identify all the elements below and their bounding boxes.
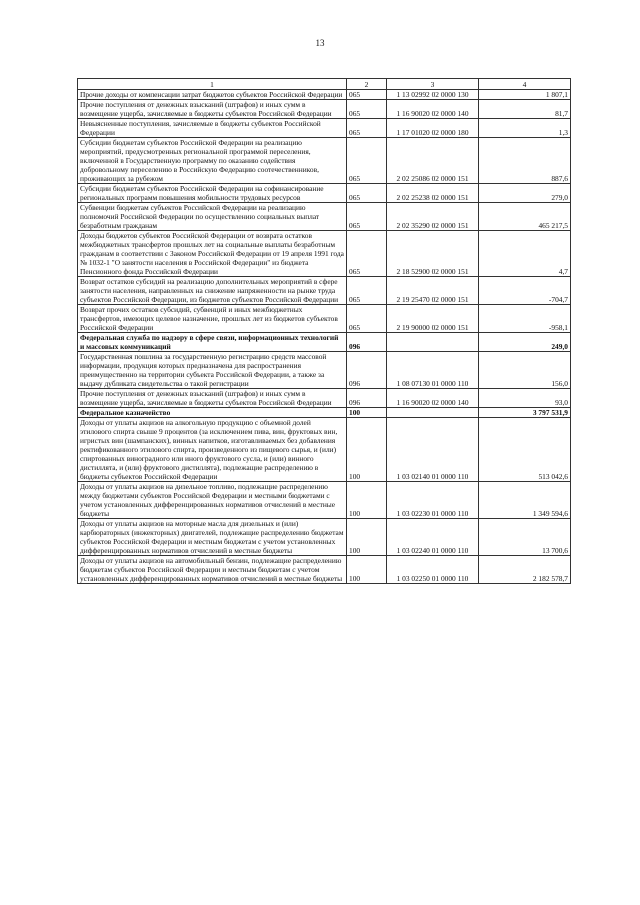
table-row bbox=[78, 556, 571, 584]
row-amount-cell: 13 700,6 bbox=[479, 519, 571, 556]
row-budget-code-cell: 2 19 90000 02 0000 151 bbox=[387, 305, 479, 333]
row-admin-code-cell: 100 bbox=[347, 556, 387, 584]
table-row bbox=[78, 138, 571, 184]
table-header-row bbox=[78, 79, 571, 90]
row-amount-cell: 279,0 bbox=[479, 184, 571, 203]
row-name-cell: Федеральное казначейство bbox=[78, 408, 347, 418]
row-amount-cell: 1 349 594,6 bbox=[479, 482, 571, 519]
row-budget-code-cell: 1 16 90020 02 0000 140 bbox=[387, 389, 479, 408]
row-name-cell: Прочие доходы от компенсации затрат бюджетов субъектов Российской Федерации bbox=[78, 90, 347, 100]
table-row bbox=[78, 184, 571, 203]
row-name-cell: Доходы от уплаты акцизов на моторные масла для дизельных и (или) карбюраторных (инжекторных) двигателей, подлежащие распределению бюджетам субъектов Российской Федерации и местным бюджетам с учетом установленных дифференцированных нормативов отчислений в местные бюджеты bbox=[78, 519, 347, 556]
row-amount-cell: 81,7 bbox=[479, 100, 571, 119]
row-admin-code-cell: 065 bbox=[347, 203, 387, 231]
table-row bbox=[78, 418, 571, 482]
row-name-cell: Невыясненные поступления, зачисляемые в бюджеты субъектов Российской Федерации bbox=[78, 119, 347, 138]
row-budget-code-cell: 1 17 01020 02 0000 180 bbox=[387, 119, 479, 138]
row-budget-code-cell: 1 13 02992 02 0000 130 bbox=[387, 90, 479, 100]
table-row bbox=[78, 100, 571, 119]
row-admin-code-cell: 065 bbox=[347, 90, 387, 100]
row-name-cell: Прочие поступления от денежных взысканий (штрафов) и иных сумм в возмещение ущерба, зачисляемые в бюджеты субъектов Российской Федерации bbox=[78, 100, 347, 119]
row-amount-cell: 887,6 bbox=[479, 138, 571, 184]
row-amount-cell: 3 797 531,9 bbox=[479, 408, 571, 418]
row-admin-code-cell: 065 bbox=[347, 138, 387, 184]
row-admin-code-cell: 096 bbox=[347, 352, 387, 389]
header-col-2: 2 bbox=[347, 79, 387, 90]
table-row bbox=[78, 90, 571, 100]
row-name-cell: Федеральная служба по надзору в сфере связи, информационных технологий и массовых коммуникаций bbox=[78, 333, 347, 352]
table-row bbox=[78, 408, 571, 418]
row-admin-code-cell: 100 bbox=[347, 482, 387, 519]
row-budget-code-cell bbox=[387, 333, 479, 352]
row-admin-code-cell: 065 bbox=[347, 119, 387, 138]
row-budget-code-cell: 1 03 02250 01 0000 110 bbox=[387, 556, 479, 584]
table-row bbox=[78, 482, 571, 519]
row-name-cell: Доходы от уплаты акцизов на алкогольную продукцию с объемной долей этилового спирта свыше 9 процентов (за исключением пива, вин, фруктовых вин, игристых вин (шампанских), винных напитков, изготавливаемых без добавления ректификованного этилового спирта, произведенного из пищевого сырья, и (или) спиртованных виноградного или иного фруктового сусла, и (или) винного дистиллята, и (или) фруктового дистиллята), подлежащие распределению в бюджеты субъектов Российской Федерации bbox=[78, 418, 347, 482]
table-row bbox=[78, 389, 571, 408]
row-budget-code-cell: 1 03 02230 01 0000 110 bbox=[387, 482, 479, 519]
row-admin-code-cell: 096 bbox=[347, 333, 387, 352]
table-row bbox=[78, 519, 571, 556]
row-name-cell: Субсидии бюджетам субъектов Российской Федерации на софинансирование региональных программ повышения мобильности трудовых ресурсов bbox=[78, 184, 347, 203]
row-amount-cell: 4,7 bbox=[479, 231, 571, 277]
table-row bbox=[78, 231, 571, 277]
revenue-table bbox=[77, 78, 571, 584]
row-admin-code-cell: 065 bbox=[347, 231, 387, 277]
row-amount-cell: 513 042,6 bbox=[479, 418, 571, 482]
table-row bbox=[78, 333, 571, 352]
row-name-cell: Возврат остатков субсидий на реализацию дополнительных мероприятий в сфере занятости населения, направленных на снижение напряженности на рынке труда субъектов Российской Федерации, из бюджетов субъектов Российской Федерации bbox=[78, 277, 347, 305]
row-amount-cell: 465 217,5 bbox=[479, 203, 571, 231]
header-col-4: 4 bbox=[479, 79, 571, 90]
row-admin-code-cell: 065 bbox=[347, 184, 387, 203]
row-amount-cell: 2 182 578,7 bbox=[479, 556, 571, 584]
row-amount-cell: 249,0 bbox=[479, 333, 571, 352]
row-name-cell: Доходы бюджетов субъектов Российской Федерации от возврата остатков межбюджетных трансфертов прошлых лет на социальные выплаты безработным гражданам в соответствии с Законом Российской Федерации от 19 апреля 1991 года № 1032-1 "О занятости населения в Российской Федерации" из бюджета Пенсионного фонда Российской Федерации bbox=[78, 231, 347, 277]
row-amount-cell: 1 807,1 bbox=[479, 90, 571, 100]
header-col-3: 3 bbox=[387, 79, 479, 90]
table-row bbox=[78, 352, 571, 389]
row-budget-code-cell: 2 02 35290 02 0000 151 bbox=[387, 203, 479, 231]
row-budget-code-cell: 1 16 90020 02 0000 140 bbox=[387, 100, 479, 119]
row-budget-code-cell: 1 03 02240 01 0000 110 bbox=[387, 519, 479, 556]
row-amount-cell: 93,0 bbox=[479, 389, 571, 408]
row-name-cell: Доходы от уплаты акцизов на автомобильный бензин, подлежащие распределению бюджетам субъектов Российской Федерации и местным бюджетам с учетом установленных дифференцированных нормативов отчислений в местные бюджеты bbox=[78, 556, 347, 584]
row-budget-code-cell bbox=[387, 408, 479, 418]
row-name-cell: Государственная пошлина за государственную регистрацию средств массовой информации, продукция которых предназначена для распространения преимущественно на территории субъекта Российской Федерации, а также за выдачу дубликата свидетельства о такой регистрации bbox=[78, 352, 347, 389]
row-admin-code-cell: 100 bbox=[347, 408, 387, 418]
row-amount-cell: 1,3 bbox=[479, 119, 571, 138]
row-amount-cell: -958,1 bbox=[479, 305, 571, 333]
row-admin-code-cell: 100 bbox=[347, 418, 387, 482]
row-admin-code-cell: 100 bbox=[347, 519, 387, 556]
row-budget-code-cell: 2 02 25238 02 0000 151 bbox=[387, 184, 479, 203]
row-budget-code-cell: 2 19 25470 02 0000 151 bbox=[387, 277, 479, 305]
row-admin-code-cell: 065 bbox=[347, 305, 387, 333]
row-admin-code-cell: 096 bbox=[347, 389, 387, 408]
row-budget-code-cell: 2 18 52900 02 0000 151 bbox=[387, 231, 479, 277]
row-budget-code-cell: 1 03 02140 01 0000 110 bbox=[387, 418, 479, 482]
header-col-1: 1 bbox=[78, 79, 347, 90]
row-amount-cell: -704,7 bbox=[479, 277, 571, 305]
row-name-cell: Субвенции бюджетам субъектов Российской Федерации на реализацию полномочий Российской Федерации по осуществлению социальных выплат безработным гражданам bbox=[78, 203, 347, 231]
row-budget-code-cell: 2 02 25086 02 0000 151 bbox=[387, 138, 479, 184]
row-admin-code-cell: 065 bbox=[347, 277, 387, 305]
row-admin-code-cell: 065 bbox=[347, 100, 387, 119]
table-row bbox=[78, 305, 571, 333]
row-name-cell: Прочие поступления от денежных взысканий (штрафов) и иных сумм в возмещение ущерба, зачисляемые в бюджеты субъектов Российской Федерации bbox=[78, 389, 347, 408]
row-name-cell: Доходы от уплаты акцизов на дизельное топливо, подлежащие распределению между бюджетами субъектов Российской Федерации и местными бюджетами с учетом установленных дифференцированных нормативов отчислений в местные бюджеты bbox=[78, 482, 347, 519]
row-name-cell: Субсидии бюджетам субъектов Российской Федерации на реализацию мероприятий, предусмотренных региональной программой переселения, включенной в Государственную программу по оказанию содействия добровольному переселению в Российскую Федерацию соотечественников, проживающих за рубежом bbox=[78, 138, 347, 184]
row-amount-cell: 156,0 bbox=[479, 352, 571, 389]
row-name-cell: Возврат прочих остатков субсидий, субвенций и иных межбюджетных трансфертов, имеющих целевое назначение, прошлых лет из бюджетов субъектов Российской Федерации bbox=[78, 305, 347, 333]
table-row bbox=[78, 277, 571, 305]
row-budget-code-cell: 1 08 07130 01 0000 110 bbox=[387, 352, 479, 389]
table-row bbox=[78, 119, 571, 138]
page-number: 13 bbox=[315, 38, 325, 48]
table-row bbox=[78, 203, 571, 231]
